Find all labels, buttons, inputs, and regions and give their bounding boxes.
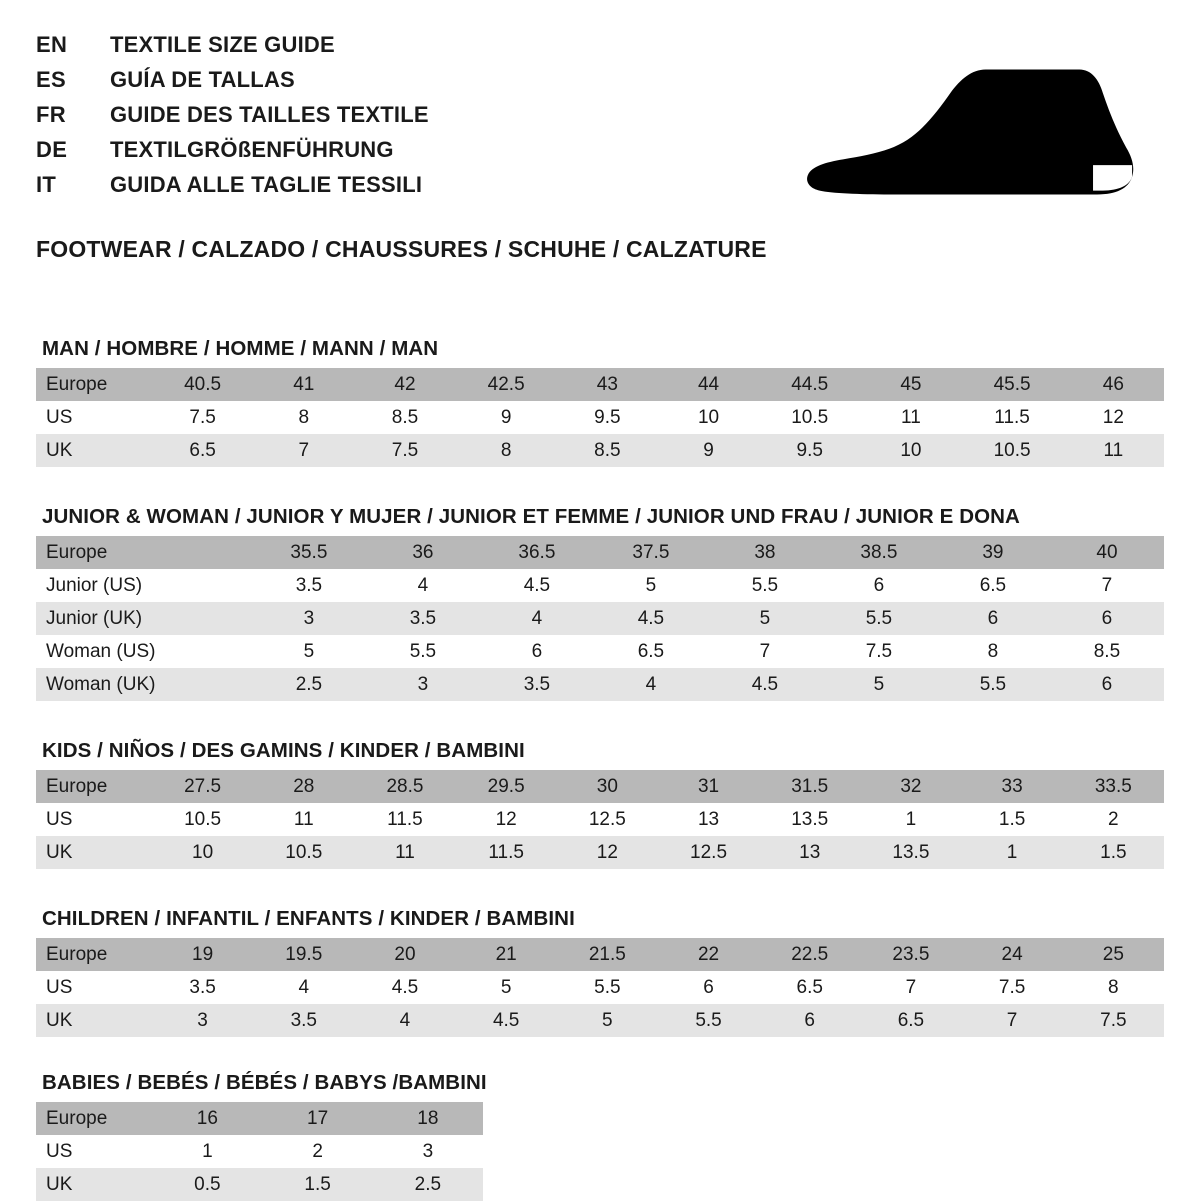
row-label: UK: [36, 1168, 152, 1201]
cell: 5.5: [822, 602, 936, 635]
cell: 19.5: [253, 938, 354, 971]
cell: 10.5: [253, 836, 354, 869]
cell: 20: [354, 938, 455, 971]
cell: 1.5: [262, 1168, 372, 1201]
language-code: FR: [36, 102, 66, 127]
cell: 5.5: [557, 971, 658, 1004]
cell: 31.5: [759, 770, 860, 803]
table-row: [36, 602, 1164, 635]
table-row: [36, 836, 1164, 869]
table-row: [36, 1168, 483, 1201]
cell: 1.5: [1063, 836, 1164, 869]
cell: 41: [253, 368, 354, 401]
size-table-man: [36, 368, 1164, 467]
cell: 7: [962, 1004, 1063, 1037]
cell: 3: [252, 602, 366, 635]
cell: 42.5: [456, 368, 557, 401]
cell: 35.5: [252, 536, 366, 569]
size-table-babies: [36, 1102, 483, 1201]
cell: 7.5: [152, 401, 253, 434]
cell: 4.5: [708, 668, 822, 701]
cell: 4: [354, 1004, 455, 1037]
cell: 8.5: [557, 434, 658, 467]
cell: 5: [557, 1004, 658, 1037]
cell: 3.5: [366, 602, 480, 635]
cell: 5: [822, 668, 936, 701]
section-title-kids: KIDS / NIÑOS / DES GAMINS / KINDER / BAMBINI: [42, 739, 525, 762]
cell: 9.5: [759, 434, 860, 467]
cell: 5: [594, 569, 708, 602]
cell: 38: [708, 536, 822, 569]
cell: 43: [557, 368, 658, 401]
language-row-fr: [36, 104, 429, 126]
cell: 6: [1050, 668, 1164, 701]
cell: 44.5: [759, 368, 860, 401]
cell: 28.5: [354, 770, 455, 803]
language-title: TEXTILE SIZE GUIDE: [110, 32, 335, 57]
cell: 9: [456, 401, 557, 434]
cell: 8: [1063, 971, 1164, 1004]
cell: 3.5: [252, 569, 366, 602]
cell: 1.5: [962, 803, 1063, 836]
table-row: [36, 635, 1164, 668]
section-title-children: CHILDREN / INFANTIL / ENFANTS / KINDER / BAMBINI: [42, 907, 575, 930]
cell: 46: [1063, 368, 1164, 401]
row-label: Europe: [36, 368, 152, 401]
cell: 36: [366, 536, 480, 569]
language-code: DE: [36, 137, 68, 162]
cell: 9: [658, 434, 759, 467]
table-row: [36, 770, 1164, 803]
cell: 17: [262, 1102, 372, 1135]
cell: 12.5: [658, 836, 759, 869]
table-row: [36, 434, 1164, 467]
cell: 45: [860, 368, 961, 401]
row-label: US: [36, 803, 152, 836]
cell: 12: [1063, 401, 1164, 434]
cell: 4.5: [480, 569, 594, 602]
row-label: Europe: [36, 770, 152, 803]
cell: 29.5: [456, 770, 557, 803]
cell: 33: [962, 770, 1063, 803]
section-title-man: MAN / HOMBRE / HOMME / MANN / MAN: [42, 337, 439, 360]
language-list: [36, 34, 429, 209]
language-row-de: [36, 139, 429, 161]
cell: 8: [456, 434, 557, 467]
section-kids: [36, 739, 1164, 869]
cell: 12: [456, 803, 557, 836]
row-label: US: [36, 1135, 152, 1168]
table-row: [36, 668, 1164, 701]
language-title: GUIDA ALLE TAGLIE TESSILI: [110, 172, 423, 197]
cell: 40: [1050, 536, 1164, 569]
table-row: [36, 1004, 1164, 1037]
cell: 11: [253, 803, 354, 836]
cell: 33.5: [1063, 770, 1164, 803]
table-row: [36, 569, 1164, 602]
cell: 11: [1063, 434, 1164, 467]
cell: 9.5: [557, 401, 658, 434]
cell: 39: [936, 536, 1050, 569]
cell: 22: [658, 938, 759, 971]
cell: 4.5: [594, 602, 708, 635]
page-header: [36, 34, 1164, 209]
cell: 13: [658, 803, 759, 836]
cell: 16: [152, 1102, 262, 1135]
cell: 7: [1050, 569, 1164, 602]
cell: 45.5: [962, 368, 1063, 401]
cell: 4: [480, 602, 594, 635]
cell: 1: [152, 1135, 262, 1168]
cell: 10: [860, 434, 961, 467]
language-title: GUIDE DES TAILLES TEXTILE: [110, 102, 429, 127]
cell: 11: [860, 401, 961, 434]
cell: 6.5: [152, 434, 253, 467]
size-table-junior-woman: [36, 536, 1164, 701]
language-title: GUÍA DE TALLAS: [110, 67, 295, 92]
row-label: Woman (US): [36, 635, 252, 668]
cell: 2.5: [252, 668, 366, 701]
table-row: [36, 1135, 483, 1168]
cell: 8: [936, 635, 1050, 668]
cell: 3.5: [152, 971, 253, 1004]
cell: 8.5: [354, 401, 455, 434]
cell: 5.5: [708, 569, 822, 602]
cell: 7: [253, 434, 354, 467]
cell: 11.5: [962, 401, 1063, 434]
table-row: [36, 803, 1164, 836]
cell: 13.5: [759, 803, 860, 836]
cell: 25: [1063, 938, 1164, 971]
cell: 22.5: [759, 938, 860, 971]
cell: 3.5: [253, 1004, 354, 1037]
cell: 10.5: [962, 434, 1063, 467]
cell: 0.5: [152, 1168, 262, 1201]
cell: 6: [936, 602, 1050, 635]
cell: 37.5: [594, 536, 708, 569]
cell: 1: [962, 836, 1063, 869]
row-label: Woman (UK): [36, 668, 252, 701]
cell: 10: [658, 401, 759, 434]
cell: 6.5: [860, 1004, 961, 1037]
row-label: Europe: [36, 1102, 152, 1135]
cell: 28: [253, 770, 354, 803]
cell: 7.5: [1063, 1004, 1164, 1037]
row-label: Junior (US): [36, 569, 252, 602]
cell: 6: [658, 971, 759, 1004]
cell: 5.5: [658, 1004, 759, 1037]
size-table-kids: [36, 770, 1164, 869]
cell: 6.5: [936, 569, 1050, 602]
section-children: [36, 907, 1164, 1037]
table-row: [36, 938, 1164, 971]
cell: 23.5: [860, 938, 961, 971]
table-row: [36, 368, 1164, 401]
cell: 30: [557, 770, 658, 803]
cell: 31: [658, 770, 759, 803]
cell: 11: [354, 836, 455, 869]
cell: 5.5: [936, 668, 1050, 701]
cell: 3: [373, 1135, 483, 1168]
cell: 13: [759, 836, 860, 869]
cell: 19: [152, 938, 253, 971]
cell: 8.5: [1050, 635, 1164, 668]
cell: 7.5: [354, 434, 455, 467]
cell: 3: [366, 668, 480, 701]
table-row: [36, 536, 1164, 569]
size-table-children: [36, 938, 1164, 1037]
section-junior-woman: [36, 505, 1164, 701]
cell: 12: [557, 836, 658, 869]
language-code: ES: [36, 67, 66, 92]
language-title: TEXTILGRÖßENFÜHRUNG: [110, 137, 394, 162]
cell: 7.5: [962, 971, 1063, 1004]
cell: 7.5: [822, 635, 936, 668]
cell: 12.5: [557, 803, 658, 836]
cell: 6: [759, 1004, 860, 1037]
cell: 2.5: [373, 1168, 483, 1201]
cell: 4.5: [354, 971, 455, 1004]
cell: 38.5: [822, 536, 936, 569]
cell: 3: [152, 1004, 253, 1037]
section-title-babies: BABIES / BEBÉS / BÉBÉS / BABYS /BAMBINI: [42, 1071, 487, 1094]
cell: 4: [253, 971, 354, 1004]
cell: 24: [962, 938, 1063, 971]
row-label: US: [36, 401, 152, 434]
cell: 11.5: [456, 836, 557, 869]
table-row: [36, 401, 1164, 434]
cell: 10.5: [152, 803, 253, 836]
cell: 21.5: [557, 938, 658, 971]
language-code: EN: [36, 32, 68, 57]
row-label: Europe: [36, 536, 252, 569]
cell: 5: [708, 602, 822, 635]
row-label: UK: [36, 434, 152, 467]
cell: 6.5: [759, 971, 860, 1004]
cell: 44: [658, 368, 759, 401]
row-label: UK: [36, 1004, 152, 1037]
cell: 4: [366, 569, 480, 602]
cell: 7: [860, 971, 961, 1004]
table-row: [36, 1102, 483, 1135]
cell: 13.5: [860, 836, 961, 869]
cell: 3.5: [480, 668, 594, 701]
row-label: US: [36, 971, 152, 1004]
section-man: [36, 337, 1164, 467]
cell: 8: [253, 401, 354, 434]
cell: 42: [354, 368, 455, 401]
cell: 36.5: [480, 536, 594, 569]
cell: 10.5: [759, 401, 860, 434]
section-title-junior-woman: JUNIOR & WOMAN / JUNIOR Y MUJER / JUNIOR ET FEMME / JUNIOR UND FRAU / JUNIOR E DONA: [42, 505, 1020, 528]
cell: 21: [456, 938, 557, 971]
row-label: Junior (UK): [36, 602, 252, 635]
cell: 7: [708, 635, 822, 668]
language-row-en: [36, 34, 429, 56]
cell: 2: [1063, 803, 1164, 836]
cell: 27.5: [152, 770, 253, 803]
cell: 6: [1050, 602, 1164, 635]
cell: 4.5: [456, 1004, 557, 1037]
row-label: Europe: [36, 938, 152, 971]
cell: 2: [262, 1135, 372, 1168]
row-label: UK: [36, 836, 152, 869]
language-row-it: [36, 174, 429, 196]
footwear-title: FOOTWEAR / CALZADO / CHAUSSURES / SCHUHE / CALZATURE: [36, 236, 767, 262]
dress-shoe-icon: [804, 34, 1164, 196]
cell: 6: [480, 635, 594, 668]
cell: 32: [860, 770, 961, 803]
cell: 5.5: [366, 635, 480, 668]
table-row: [36, 971, 1164, 1004]
language-row-es: [36, 69, 429, 91]
cell: 5: [252, 635, 366, 668]
language-code: IT: [36, 172, 57, 197]
cell: 6.5: [594, 635, 708, 668]
cell: 4: [594, 668, 708, 701]
cell: 11.5: [354, 803, 455, 836]
cell: 10: [152, 836, 253, 869]
cell: 40.5: [152, 368, 253, 401]
section-babies: [36, 1071, 1164, 1201]
cell: 1: [860, 803, 961, 836]
cell: 18: [373, 1102, 483, 1135]
cell: 5: [456, 971, 557, 1004]
cell: 6: [822, 569, 936, 602]
